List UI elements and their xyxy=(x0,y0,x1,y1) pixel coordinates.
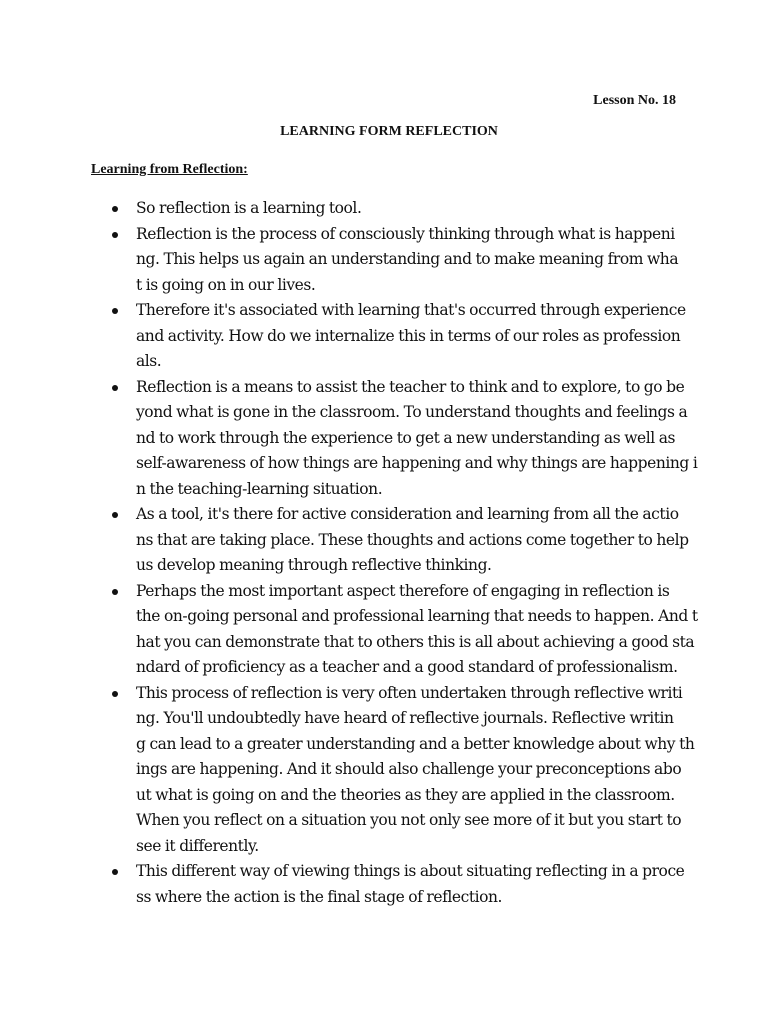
bullet-dot-icon xyxy=(112,206,118,212)
list-item xyxy=(110,859,685,910)
bullet-text-line: ng. This helps us again an understanding and to make meaning from wha xyxy=(136,250,679,268)
bullet-dot-icon xyxy=(112,589,118,595)
bullet-text-line: So reflection is a learning tool. xyxy=(136,199,362,217)
bullet-text-line: Therefore it's associated with learning that's occurred through experience xyxy=(136,301,686,319)
bullet-dot-icon xyxy=(112,232,118,238)
lesson-number: Lesson No. 18 xyxy=(593,93,676,108)
bullet-text-line: and activity. How do we internalize this in terms of our roles as profession xyxy=(136,326,681,345)
bullet-text-line: Perhaps the most important aspect therefore of engaging in reflection is xyxy=(136,581,670,600)
bullet-text-line: This process of reflection is very often undertaken through reflective writi xyxy=(136,683,683,702)
bullet-text-line: ng. You'll undoubtedly have heard of reflective journals. Reflective writin xyxy=(136,709,674,727)
list-item xyxy=(110,196,680,222)
bullet-text-line: ndard of proficiency as a teacher and a good standard of professionalism. xyxy=(136,658,678,676)
bullet-dot-icon xyxy=(112,385,118,391)
list-item xyxy=(110,579,698,681)
list-item xyxy=(110,502,689,579)
bullet-text-line: t is going on in our lives. xyxy=(136,275,316,294)
section-heading: Learning from Reflection: xyxy=(91,162,248,177)
bullet-text-line: self-awareness of how things are happening and why things are happening i xyxy=(136,454,698,472)
bullet-text-line: ns that are taking place. These thoughts and actions come together to help xyxy=(136,530,689,549)
bullet-dot-icon xyxy=(112,869,118,875)
bullet-text-line: see it differently. xyxy=(136,836,259,855)
bullet-list xyxy=(110,196,698,910)
bullet-text-line: yond what is gone in the classroom. To understand thoughts and feelings a xyxy=(136,403,688,421)
bullet-text-line: us develop meaning through reflective thinking. xyxy=(136,556,492,574)
bullet-dot-icon xyxy=(112,512,118,518)
bullet-text-line: nd to work through the experience to get a new understanding as well as xyxy=(136,428,676,447)
bullet-text-line: hat you can demonstrate that to others this is all about achieving a good sta xyxy=(136,632,695,651)
bullet-text-line: ings are happening. And it should also challenge your preconceptions abo xyxy=(136,760,682,778)
bullet-text-line: the on-going personal and professional learning that needs to happen. And t xyxy=(136,607,698,625)
list-item xyxy=(110,298,686,375)
list-item xyxy=(110,681,695,860)
list-item xyxy=(110,222,680,299)
bullet-text-line: g can lead to a greater understanding and a better knowledge about why th xyxy=(136,734,695,753)
bullet-text-line: ut what is going on and the theories as they are applied in the classroom. xyxy=(136,785,675,804)
bullet-text-line: Reflection is a means to assist the teacher to think and to explore, to go be xyxy=(136,377,685,396)
page-title: LEARNING FORM REFLECTION xyxy=(280,124,498,139)
bullet-text-line: ss where the action is the final stage of reflection. xyxy=(136,887,503,906)
bullet-text-line: als. xyxy=(136,352,162,370)
bullet-text-line: Reflection is the process of consciously thinking through what is happeni xyxy=(136,224,675,243)
bullet-text-line: n the teaching-learning situation. xyxy=(136,479,383,498)
bullet-dot-icon xyxy=(112,691,118,697)
bullet-dot-icon xyxy=(112,308,118,314)
bullet-text-line: This different way of viewing things is about situating reflecting in a proce xyxy=(136,862,685,880)
bullet-text-line: As a tool, it's there for active consideration and learning from all the actio xyxy=(136,505,679,523)
bullet-text-line: When you reflect on a situation you not only see more of it but you start to xyxy=(136,811,682,829)
list-item xyxy=(110,375,698,503)
